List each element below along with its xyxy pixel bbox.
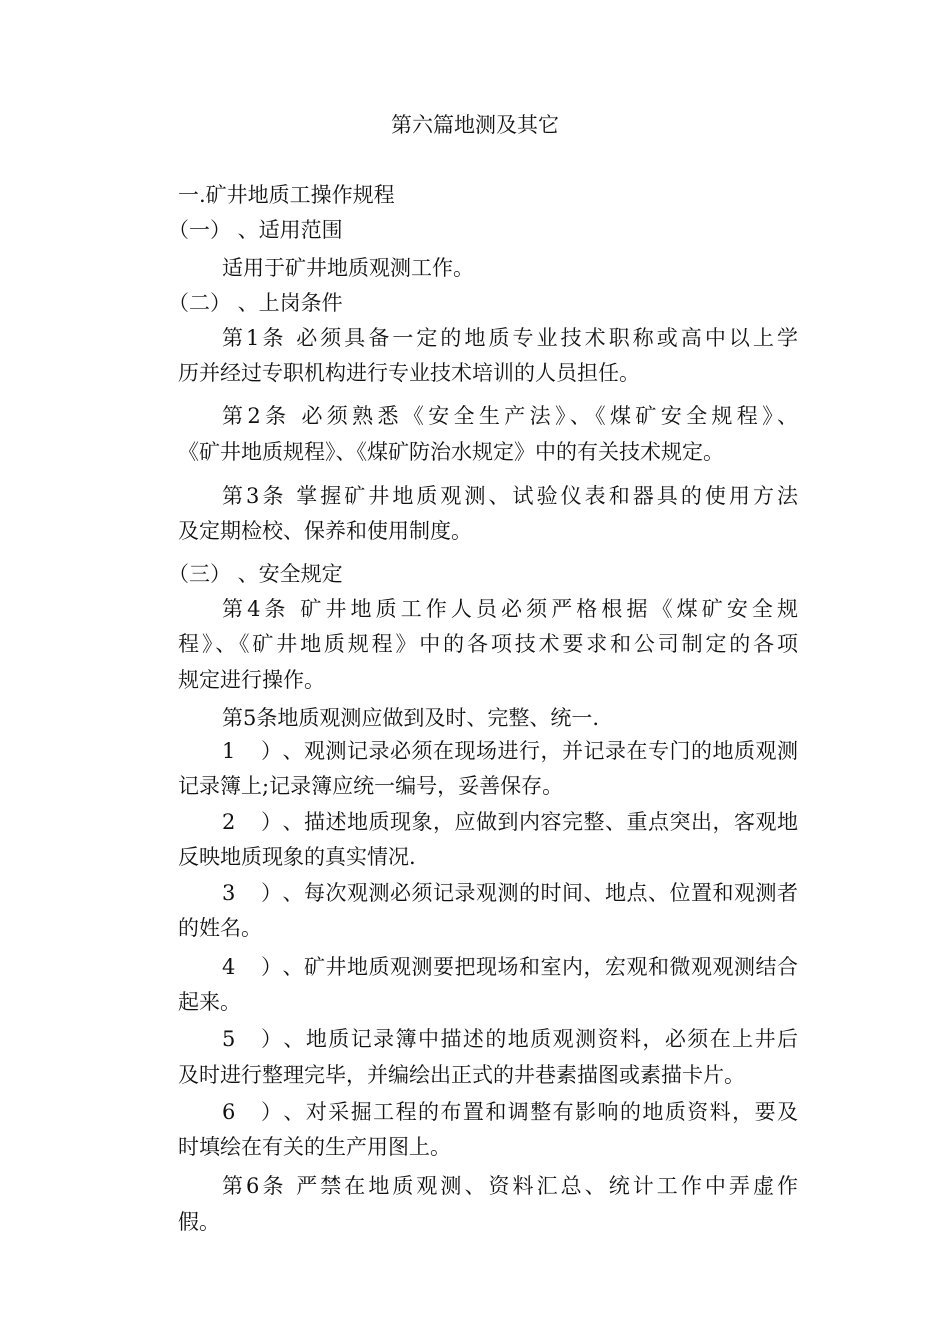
list-item-text: 、观测记录必须在现场进行，并记录在专门的地质观测 xyxy=(282,739,798,763)
article-6-line-1: 第6条 严禁在地质观测、资料汇总、统计工作中弄虚作 xyxy=(222,1174,798,1198)
list-item-2-line-1 xyxy=(222,807,798,837)
list-item-1-line-2: 记录簿上;记录簿应统一编号，妥善保存。 xyxy=(178,774,564,798)
list-item-2-line-2: 反映地质现象的真实情况. xyxy=(178,845,416,869)
article-1-line-1: 第1条 必须具备一定的地质专业技术职称或高中以上学 xyxy=(222,326,798,350)
article-3-line-1: 第3条 掌握矿井地质观测、试验仪表和器具的使用方法 xyxy=(222,484,798,508)
article-4-line-1: 第4条 矿井地质工作人员必须严格根据《煤矿安全规 xyxy=(222,597,798,621)
list-item-text: 、对采掘工程的布置和调整有影响的地质资料，要及 xyxy=(282,1100,798,1124)
paragraph-scope: 适用于矿井地质观测工作。 xyxy=(222,256,474,280)
article-1-line-2: 历并经过专职机构进行专业技术培训的人员担任。 xyxy=(178,361,640,385)
list-item-text: 、矿井地质观测要把现场和室内，宏观和微观观测结合 xyxy=(282,955,798,979)
list-item-number: 4） xyxy=(222,955,282,979)
list-item-text: 、描述地质现象，应做到内容完整、重点突出，客观地 xyxy=(282,810,798,834)
list-item-number: 1） xyxy=(222,739,282,763)
subsection-heading-3: （三） 、安全规定 xyxy=(168,562,343,586)
list-item-number: 2） xyxy=(222,810,282,834)
subsection-heading-2: （二） 、上岗条件 xyxy=(168,291,343,315)
list-item-number: 6） xyxy=(222,1100,282,1124)
article-4-line-3: 规定进行操作。 xyxy=(178,668,325,692)
article-6-line-2: 假。 xyxy=(178,1210,220,1234)
list-item-number: 5） xyxy=(222,1027,282,1051)
list-item-6-line-2: 时填绘在有关的生产用图上。 xyxy=(178,1135,451,1159)
list-item-6-line-1 xyxy=(222,1097,798,1127)
article-2-line-1: 第2条 必须熟悉《安全生产法》、《煤矿安全规程》、 xyxy=(222,404,798,428)
list-item-3-line-2: 的姓名。 xyxy=(178,916,262,940)
list-item-3-line-1 xyxy=(222,878,798,908)
list-item-number: 3） xyxy=(222,881,282,905)
article-5: 第5条地质观测应做到及时、完整、统一. xyxy=(222,706,600,730)
list-item-text: 、每次观测必须记录观测的时间、地点、位置和观测者 xyxy=(282,881,798,905)
page-title: 第六篇地测及其它 xyxy=(391,113,559,137)
section-heading: 一.矿井地质工操作规程 xyxy=(178,183,395,207)
article-3-line-2: 及定期检校、保养和使用制度。 xyxy=(178,519,472,543)
list-item-5-line-1 xyxy=(222,1024,798,1054)
list-item-4-line-1 xyxy=(222,952,798,982)
list-item-4-line-2: 起来。 xyxy=(178,990,241,1014)
subsection-heading-1: （一） 、适用范围 xyxy=(168,218,343,242)
article-2-line-2: 《矿井地质规程》、《煤矿防治水规定》中的有关技术规定。 xyxy=(178,440,724,464)
list-item-text: 、地质记录簿中描述的地质观测资料，必须在上井后 xyxy=(282,1027,798,1051)
list-item-1-line-1 xyxy=(222,736,798,766)
article-4-line-2: 程》、《矿井地质规程》中的各项技术要求和公司制定的各项 xyxy=(178,632,798,656)
list-item-5-line-2: 及时进行整理完毕，并编绘出正式的井巷素描图或素描卡片。 xyxy=(178,1063,745,1087)
